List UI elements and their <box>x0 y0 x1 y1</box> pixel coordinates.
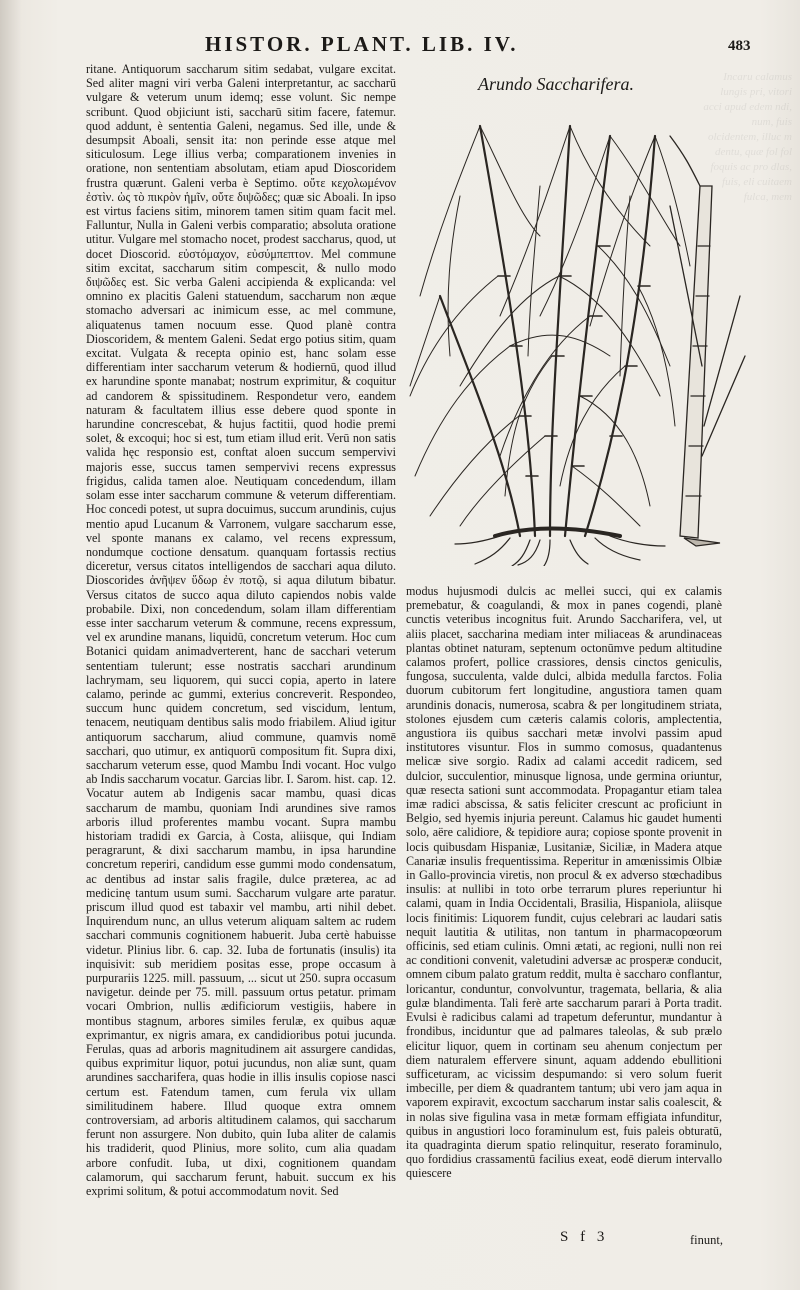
cut-stalk <box>670 136 745 546</box>
right-column-paragraph: modus hujusmodi dulcis ac mellei succi, qui ex calamis premebatur, & coagulandi, & mox in panes cogendi, planè cunctis veteribus incognitus fuit. Arundo Saccharifera, vel, ut aliis placet, saccharina mediam inter miliaceas & arundinaceas plantas obtinet naturam, septenum octonūmve pedum altitudine calamos profert, pollice crassiores, densis cinctos geniculis, fungosa, succulenta, valde dulci, albida medulla farctos. Folia duorum cubitorum fert longitudine, angustiora tamen quam arundinis donacis, numerosa, scabra & per longitudinem striata, stolones ejusdem cum cæteris calamis coloris, amplectentia, angustiora iis quibus sacchari metæ involvi passim apud institutores visuntur. Flos in summo comosus, quadantenus melicæ sive sorgio. Radix ad calami accedit radicem, sed dulcior, succulentior, minusque lignosa, unde germina oriuntur, quæ resecta sationi sunt accommodata. Propagantur etiam talea imæ radici abscissa, & satis feliciter crescunt ac proficiunt in Belgio, sed hyemis injuria pereunt. Calamus hic gaudet humenti solo, aëre calidiore, & tepidiore aura; copiose sponte provenit in locis quibusdam Hispaniæ, Lusitaniæ, Siciliæ, in Madera atque Canariæ insulis frequentissima. Reperitur in amœnissimis Olbiæ in Gallo-provincia viretis, non procul & ex adverso stœchadibus insulis: at nullibi in toto orbe terrarum plures reperiuntur hi calami, quam in India Occidentali, Brasilia, Hispaniola, aliisque locis finitimis: Liquorem fundit, cujus celebrari ac laudari satis nequit lautitia & utilitas, non tantum in pharmacopœorum officinis, sed etiam culinis. Omni ætati, ac regioni, nulli non rei ac conditioni convenit, valetudini adversæ ac prosperæ conducit, omnem cibum palato gratum reddit, multa è saccharo conflantur, loricantur, conduntur, convolvuntur, tragemata, bellaria, & alia gulæ blandimenta. Tali ferè arte saccharum parari à Porta tradit. Evulsi è radicibus calami ad trapetum deferuntur, mundantur à frondibus, inciduntur que ad palmares taleolas, & sub prælo elicitur liquor, quem in cortinam seu ahenum conjectum per diem naturalem effervere sinunt, aquam addendo ebullitioni sufficeturam, ac vicissim despumando: si vero solum fuerit imbecille, per diem & quadrantem tantum; ubi vero jam aqua in vaporem expiravit, excoctum saccharum instar salis coalescit, & in nolas sive figulina vasa in metæ formam effigiata infunditur, quibus in angustiori loco foraminulum est, fuis paleis obturatū, ita quadraginta dierum spatio relinquitur, reserato foraminulo, quo fordidius crassamentū facilius exeat, eodē dierum intervallo quiescere <box>406 584 722 1181</box>
catchword: finunt, <box>690 1233 723 1247</box>
left-text-column <box>86 62 396 1198</box>
signature-mark: S f 3 <box>560 1229 609 1245</box>
right-text-column <box>406 584 722 1181</box>
page-number: 483 <box>728 38 751 54</box>
left-column-paragraph: ritane. Antiquorum saccharum sitim sedabat, vulgare excitat. Sed aliter magni viri verba Galeni interpretantur, ac saccharū vulgare & veterum unum idemq; esse volunt. Sic nempe scribunt. Quod objiciunt isti, saccharū sitim facere, fatemur. quod addunt, è sententia Galeni, negamus. Sed ille, unde & desumpsit Aboali, sensit ita: non perinde esse atque mel siticulosum. Lege illius verba; comparationem invenies in oratione, non sententiam absolutam, etiam apud Dioscoridem frustra quærunt. Galeni verba è Septimo. οὔτε κεχολωμένον ἐστὶν. ὡς τὸ πικρὸν ἡμῖν, οὔτε διψῶδες; quæ sic Aboali. In ipso est virtus faciens sitim, minorem tamen sitim quam facit mel. Falluntur, Nulla in Galeni verbis comparatio; absoluta oratione utitur. Vulgare mel stomacho nocet, prodest saccharus, quod, ut docet Dioscorid. εὐστόμαχον, εὐσύμπεπτον. Mel commune sitim excitat, saccharum sitim compescit, & nullo modo διψῶδες est. Sic verba Galeni accipienda & explicanda: vel omnino ex placitis Galeni statuendum, saccharum non æque stomacho adversari ac inimicum esse, ac mel commune, aliquatenus tamen nocuum esse. Quod planè contra Dioscoridem, & mentem Galeni. Sedat ergo potius sitim, quam excitat. Vulgata & recepta opinio est, hanc solam esse differentiam inter saccharum veterum & hodiernū, quod illud ex harundine sponte manabat; nostrum exprimitur, & coquitur ad candorem & spissitudinem. Respondetur vero, eandem naturam & facultatem illius esse debere quod sponte in harundine concrescebat, & hujus factitii, quod hodie premi solet, & excoqui; hoc si est, tum etiam illud erit. Verū non satis valida hęc responsio est, conftat aloen succum sempervivi majoris esse, succus tamen sempervivi recens expressus frigidus, calida tamen aloe. Neutiquam concedendum, illam solam esse inter saccharum commune & veterum differentiam. Hoc concedi potest, ut supra docuimus, succum arundinis, cujus mentio apud Lucanum & Varronem, vulgare saccharum esse, vel sponte manans ex calamo, vel recens expressum, nondumque coctione densatum. quanquam fortassis rectius diceretur, versus citatos intelligendos de sacchari aqua diluto. Dioscorides ἀνῆψεν ὕδωρ ἐν ποτῷ, si aqua dilutum bibatur. Versus citatos de succo aqua diluto capiendos nobis valde probabile. Dixi, non concedendum, solam illam differentiam esse inter saccharum veterum & commune, recens expressum, vel ex arundine manans, liquidū, concretum veterum. Hoc cum Botanici quidam animadverterent, hanc de sacchari veterum sententiam tulerunt; esse nostratis sacchari arundinum lachrymam, seu liquorem, qui succi copia, aperto in latere calamo, perinde ac gummi, exterius concreverit. Respondeo, succum hunc quidem concretum, sed viscidum, lentum, tenacem, neutiquam dentibus salis modo friabilem. Aliud igitur antiquorum saccharum, aliud commune, quamvis nomē sacchari, quo utimur, ex antiquorū compositum fit. Supra dixi, saccharum veterum esse, quod Mambu Indi vocant. Hoc vulgo ab Indis saccharum vocatur. Garcias libr. I. Sarom. hist. cap. 12. Vocatur autem ab Indigenis sacar mambu, quasi dicas saccharum de mambu, quoniam Indi arundines sive ramos arboris illud proferentes mambu vocant. Supra mambu historiam tradidi ex Garcia, à Costa, aliisque, qui Indiam peragrarunt, & dixi saccharum mambu, in ipsa harundine concretum reperiri, candidum esse gummi modo condensatum, ac dentibus ad instar salis fragile, dulce præterea, ac ad medicinę tantum usum sumi. Saccharum vulgare arte paratur. priscum illud quod est tabaxir vel mambu, arti nihil debet. Inquirendum nunc, an ullus veterum aliquam saltem ac rudem sacchari communis cognitionem habuerit. Juba certè habuisse videtur. Plinius libr. 6. cap. 32. Iuba de fortunatis (insulis) ita inquisivit: sub meridiem positas esse, prope occasum à purpurariis 1225. mill. passuum, ... sicut ut 250. supra occasum navigetur. deinde per 75. mill. passuum ortus petatur. primam vocari Ombrion, nullis ædificiorum vestigiis, habere in montibus stagnum, arbores similes ferulæ, ex quibus aquæ exprimantur, ex nigris amara, ex candidioribus potui jucunda. Ferulas, quas ad arboris magnitudinem ait assurgere candidas, quibus exprimitur liquor, potui jucundus, non aliæ sunt, quam arundines saccharifera, quas hodie in illis insulis copiose nasci certum est. Fatendum tamen, cum ferula vix ullam similitudinem habere. Illud quoque extra omnem controversiam, ad arboris altitudinem calamos, qui saccharum ferunt non assurgere. Non dubito, quin Iuba aliter de calamis his tradiderit, quod Plinius, more solito, cum alia quadam arbore confudit. Iuba, ut dixi, cognitionem quandam calamorum, qui saccharum ferunt, habuit. succum ex his exprimi solitum, & potui accommodatum novit. Sed <box>86 62 397 1199</box>
plate-caption: Arundo Saccharifera. <box>478 74 634 94</box>
show-through-text: Incaru calamus lungis pri, vitori acci apud edem ndi, num, fuis olcidentem, illuc m dentu, quæ fol fol foquis ac pro dlas, fuis, eli cuitaem fulca, mem <box>703 71 792 203</box>
stems <box>440 126 655 536</box>
running-title: HISTOR. PLANT. LIB. IV. <box>205 32 519 56</box>
roots <box>455 529 665 567</box>
sugar-cane-woodcut-icon <box>400 96 765 566</box>
